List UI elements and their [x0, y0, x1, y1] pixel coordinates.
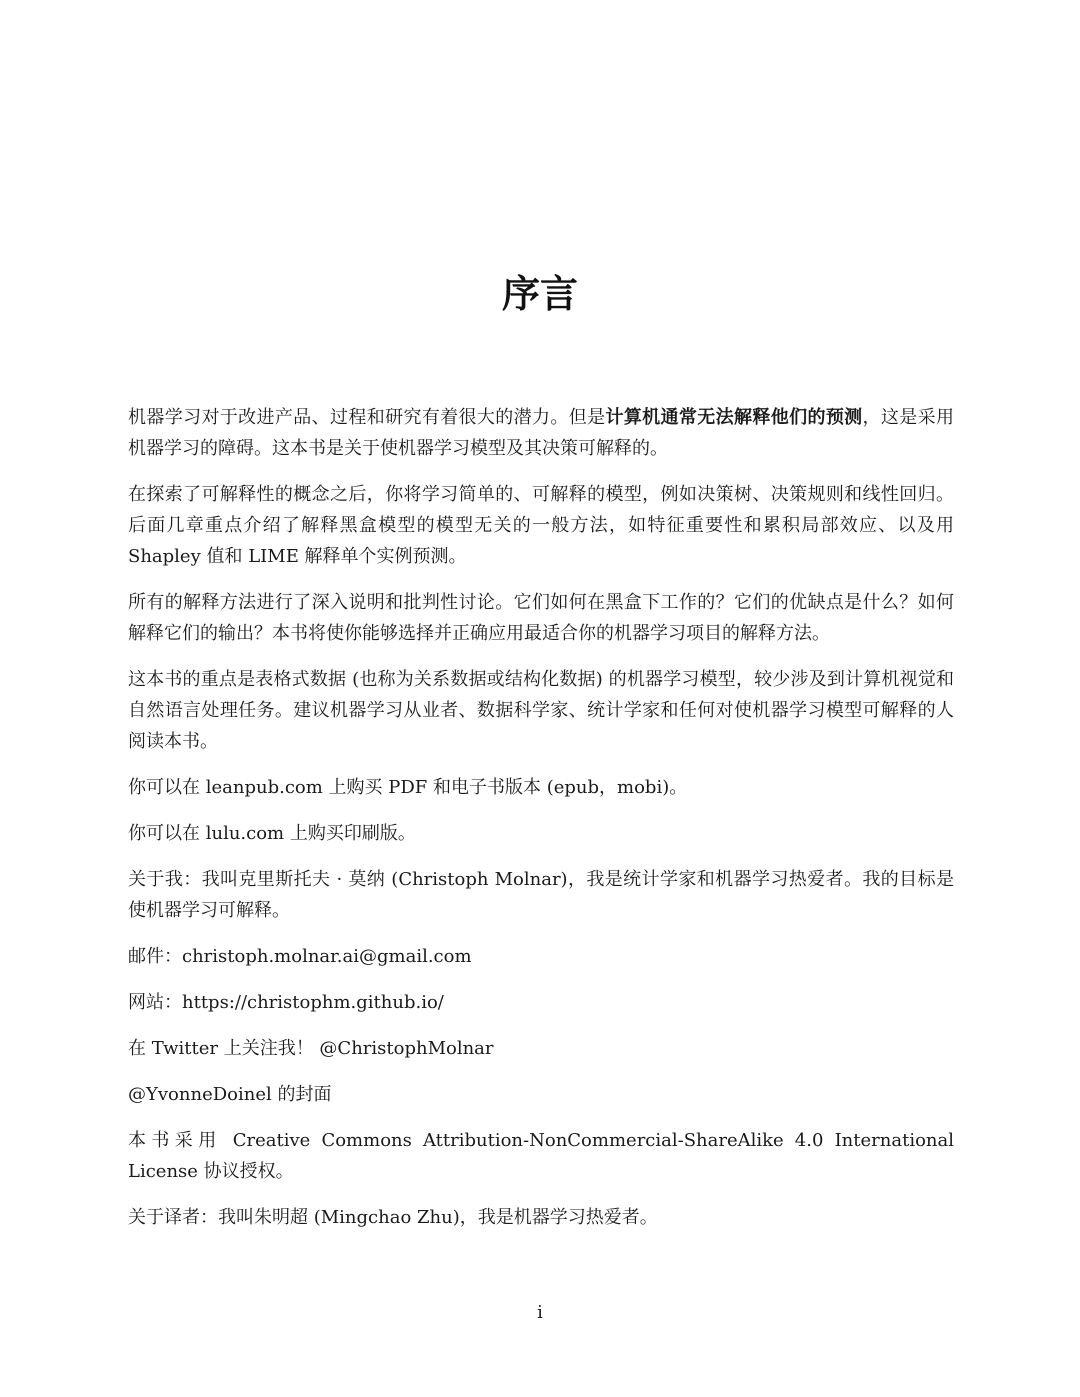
intro-text-end: ，这是采用机器学习的障碍。这本书是关于使机器学习模型及其决策可解释的。 [128, 407, 955, 459]
paragraph-lulu: 你可以在 lulu.com 上购买印刷版。 [128, 823, 416, 844]
intro-bold-phrase: 计算机通常无法解释他们的预测 [605, 407, 863, 428]
page-number: i [537, 1302, 543, 1323]
preface-body [128, 402, 954, 1248]
paragraph-overview: 在探索了可解释性的概念之后，你将学习简单的、可解释的模型，例如决策树、决策规则和线性回归。后面几章重点介绍了解释黑盒模型的模型无关的一般方法，如特征重要性和累积局部效应、以及用 Shapley 值和 LIME 解释单个实例预测。 [128, 484, 954, 567]
paragraph-about-translator: 关于译者：我叫朱明超 (Mingchao Zhu)，我是机器学习热爱者。 [128, 1207, 658, 1228]
paragraph-email: 邮件：christoph.molnar.ai@gmail.com [128, 946, 472, 967]
paragraph-intro [128, 402, 954, 464]
paragraph-about-author: 关于我：我叫克里斯托夫 · 莫纳 (Christoph Molnar)，我是统计学家和机器学习热爱者。我的目标是使机器学习可解释。 [128, 869, 954, 921]
paragraph-twitter: 在 Twitter 上关注我！ @ChristophMolnar [128, 1038, 494, 1059]
page-title: 序言 [501, 272, 578, 316]
intro-text-start: 机器学习对于改进产品、过程和研究有着很大的潜力。但是 [128, 407, 606, 428]
paragraph-focus: 这本书的重点是表格式数据 (也称为关系数据或结构化数据) 的机器学习模型，较少涉及到计算机视觉和自然语言处理任务。建议机器学习从业者、数据科学家、统计学家和任何对使机器学习模型可解释的人阅读本书。 [128, 669, 954, 752]
paragraph-license: 本书采用 Creative Commons Attribution-NonCommercial-ShareAlike 4.0 International License 协议授权。 [128, 1130, 954, 1182]
paragraph-leanpub: 你可以在 leanpub.com 上购买 PDF 和电子书版本 (epub，mobi)。 [128, 777, 688, 798]
paragraph-methods: 所有的解释方法进行了深入说明和批判性讨论。它们如何在黑盒下工作的？它们的优缺点是什么？如何解释它们的输出？本书将使你能够选择并正确应用最适合你的机器学习项目的解释方法。 [128, 592, 954, 644]
paragraph-cover-credit: @YvonneDoinel 的封面 [128, 1084, 332, 1105]
paragraph-website: 网站：https://christophm.github.io/ [128, 992, 444, 1013]
